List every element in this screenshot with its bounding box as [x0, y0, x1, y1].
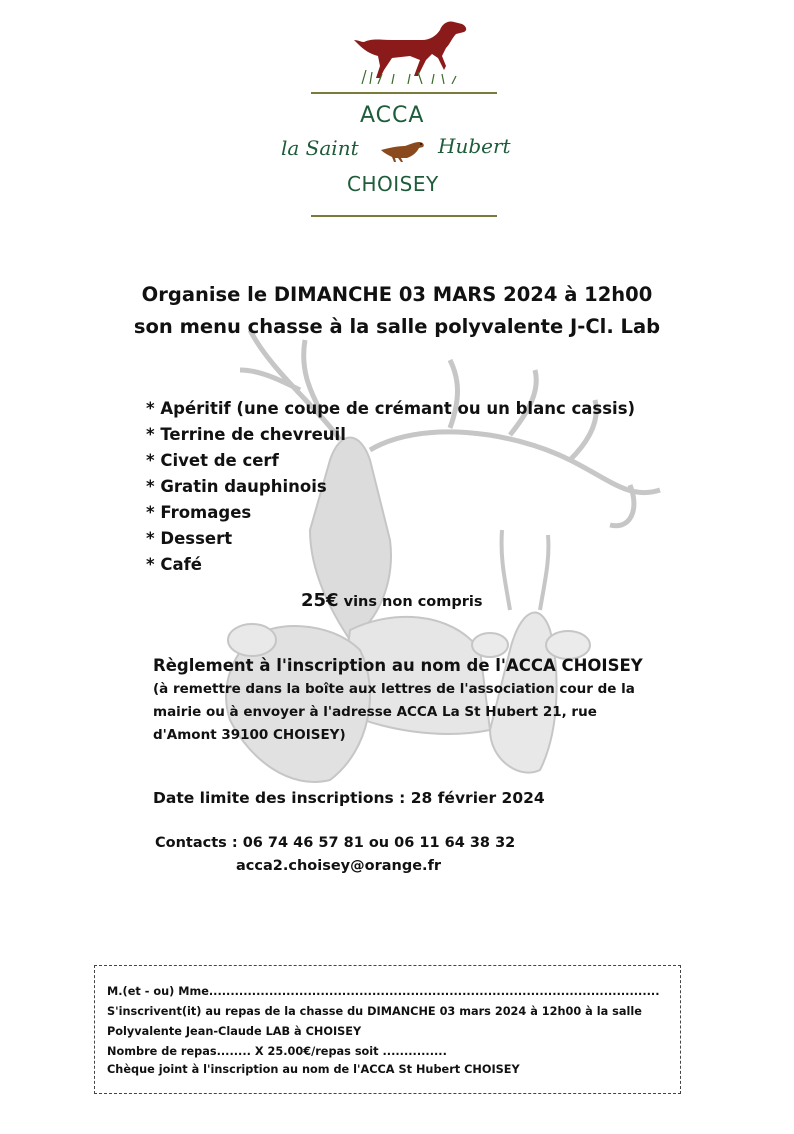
menu-item: * Apéritif (une coupe de crémant ou un blanc cassis) [146, 399, 636, 418]
logo-bottom-rule [311, 215, 497, 217]
price-note: vins non compris [338, 594, 483, 610]
logo-hubert: Hubert [438, 134, 511, 158]
pheasant-icon [379, 136, 429, 162]
menu-list [146, 396, 635, 578]
coupon-registration-line: S'inscrivent(it) au repas de la chasse du DIMANCHE 03 mars 2024 à 12h00 à la salle [107, 1005, 642, 1018]
menu-item: * Terrine de chevreuil [146, 425, 346, 444]
coupon-meal-count-line: Nombre de repas........ X 25.00€/repas soit ............... [107, 1045, 447, 1058]
menu-item: * Café [146, 555, 202, 574]
menu-item: * Dessert [146, 529, 233, 548]
price-amount: 25€ [301, 590, 339, 611]
payment-instructions-line: mairie ou à envoyer à l'adresse ACCA La St Hubert 21, rue [153, 704, 597, 720]
menu-item: * Fromages [146, 503, 252, 522]
event-headline-venue: son menu chasse à la salle polyvalente J-Cl. Lab [133, 315, 661, 338]
logo-acca: ACCA [360, 103, 425, 128]
menu-item: * Gratin dauphinois [146, 477, 327, 496]
registration-coupon [94, 965, 681, 1094]
payment-instructions-line: d'Amont 39100 CHOISEY) [153, 727, 346, 743]
price [301, 590, 483, 611]
registration-deadline: Date limite des inscriptions : 28 février 2024 [153, 789, 545, 807]
logo-saint: la Saint [281, 136, 359, 160]
menu-item: * Civet de cerf [146, 451, 279, 470]
coupon-venue-line: Polyvalente Jean-Claude LAB à CHOISEY [107, 1025, 362, 1038]
logo-town: CHOISEY [347, 172, 439, 196]
event-headline-date: Organise le DIMANCHE 03 MARS 2024 à 12h00 [141, 283, 653, 306]
pointer-dog-icon [352, 14, 470, 94]
coupon-name-line: M.(et - ou) Mme......................................................................................................... [107, 985, 660, 998]
payment-title: Règlement à l'inscription au nom de l'ACCA CHOISEY [153, 656, 643, 675]
contact-email[interactable]: acca2.choisey@orange.fr [236, 858, 442, 874]
contact-phones: Contacts : 06 74 46 57 81 ou 06 11 64 38 32 [155, 835, 516, 851]
logo-top-rule [311, 92, 497, 94]
coupon-payment-line: Chèque joint à l'inscription au nom de l'ACCA St Hubert CHOISEY [107, 1063, 520, 1076]
payment-instructions-line: (à remettre dans la boîte aux lettres de l'association cour de la [153, 681, 635, 697]
